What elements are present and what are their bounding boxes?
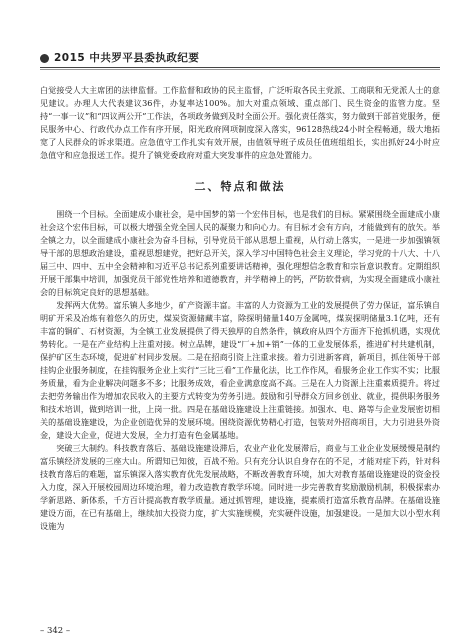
paragraph-one-goal: 围绕一个目标。全面建成小康社会，是中国梦的第一个宏伟目标，也是我们的目标。紧紧围绕全面建成小康社会这个宏伟目标，可以极大增强全党全国人民的凝聚力和向心力。有目标才会有方向，才能做到有的放矢。举全镇之力，以全面建成小康社会为奋斗目标，引导党员干部从思想上重视，从行动上落实，一是进一步加强镇领导干部的思想政治建设，重视思想建党，把好总开关，深入学习中国特色社会主义理论，学习党的十八大、十八届三中、四中、五中全会精神和习近平总书记系列重要讲话精神，强化理想信念教育和宗旨意识教育。定期组织开展干部集中培训，加强党员干部党性培养和道德教育，并学精神上的钙，严防软骨病，为实现全面建成小康社会的目标筑定良好的思想基础。	[40, 209, 440, 297]
header-title: 2015 中共罗平县委执政纪要	[54, 52, 200, 64]
page-number: – 342 –	[40, 626, 71, 636]
paragraph-two-advantages: 发挥两大优势。富乐镇人多地少，矿产资源丰富。丰富的人力资源为工业的发展提供了劳力保证，富乐镇自明矿开采及冶炼有着悠久的历史，煤炭资源储藏丰富，除探明储量140万金属吨，煤炭探明储量3.1亿吨，还有丰富的铜矿、石材资源，为全镇工业发展提供了得天独厚的自然条件，镇政府从四个方面齐下抢抓机遇，实现优势转化。一是在产业结构上注重对接。树立品牌，建设“厂+加+销”一体的工业发展体系，推进矿村共建机制，保护矿区生态环境，促进矿村同步发展。二是在招商引资上注重求接。着力引进新客商，新项目，抓住领导干部挂钩企业服务制度，在挂钩服务企业上实行“三比三看”工作量化法，比工作作风，看服务企业工作实不实；比服务质量，看为企业解决问题多不多；比服务成效，看企业满意度高不高。三是在人力资源上注重素质提升。将过去把劳务输出作为增加农民收入的主要方式转变为劳务引进。鼓励和引导群众方回乡创业、就业，提供职务服务和技术培训，做到培训一批，上岗一批。四是在基础设施建设上注重链接。加强水、电、路等与企业发展密切相关的基础设施建设，为企业创造优异的发展环境。围绕资源优势精心打造，包装对外招商项目，大力引进县外资金，建设大企业，促进大发展，全力打造有色金属基地。	[40, 300, 440, 440]
header-rule-thin	[40, 69, 440, 70]
paragraph-three-constraints: 突破三大制约。科技教育落后、基础设施建设滞后，农业产业化发展滞后，商业与工业企业发展缓慢是制约富乐镇经济发展的三座大山。所谓知已知彼，百战不殆。只有充分认识自身存在的不足，才能对症下药，针对科技教育落后的难题，富乐镇深入落实教育优先发展战略，不断改善教育环境，加大对教育基础设施建设的资金投入力度，深入开展校园周边环境治理，着力改造教育教学环境。同时进一步完善教育奖励激励机制，积极探索办学新思路、新体系，千方百计提高教育教学质量。通过抓管理，建设施，提素质打造富乐教育品牌。在基础设施建设方面，在已有基础上，继续加大投资力度，扩大实施规模，充实硬件设施，加强建设。一是加大以小型水利设施为	[40, 443, 440, 531]
running-header	[40, 50, 440, 72]
page-body	[40, 84, 440, 533]
header-rule	[40, 67, 440, 68]
section-title: 二、特点和做法	[194, 180, 286, 193]
header-bullet-icon	[40, 54, 49, 63]
paragraph-continued: 白觉接受人大主席团的法律监督。工作监督和政协的民主监督，广泛听取各民主党派、工商联和无党派人士的意见建议。办理人大代表建议36件，办复率达100%。加大对重点领域、重点部门、民生资金的监管力度。坚持“一事一议”和“四议两公开”工作法，各项政务做到及时全面公开。强化责任落实，努力做到干部首党服务，便民服务中心、行政代办点工作有序开展，阳光政府网项制度深入落实，96128热线24小时全程畅通，级大地拓宽了人民群众的诉求渠道。应急值守工作扎实有效开展，由值领导班子成员任值班组组长，实出抓好24小时应急值守和应急报送工作。提升了镇党委政府对重大突发事件的应急处置能力。	[40, 85, 440, 160]
